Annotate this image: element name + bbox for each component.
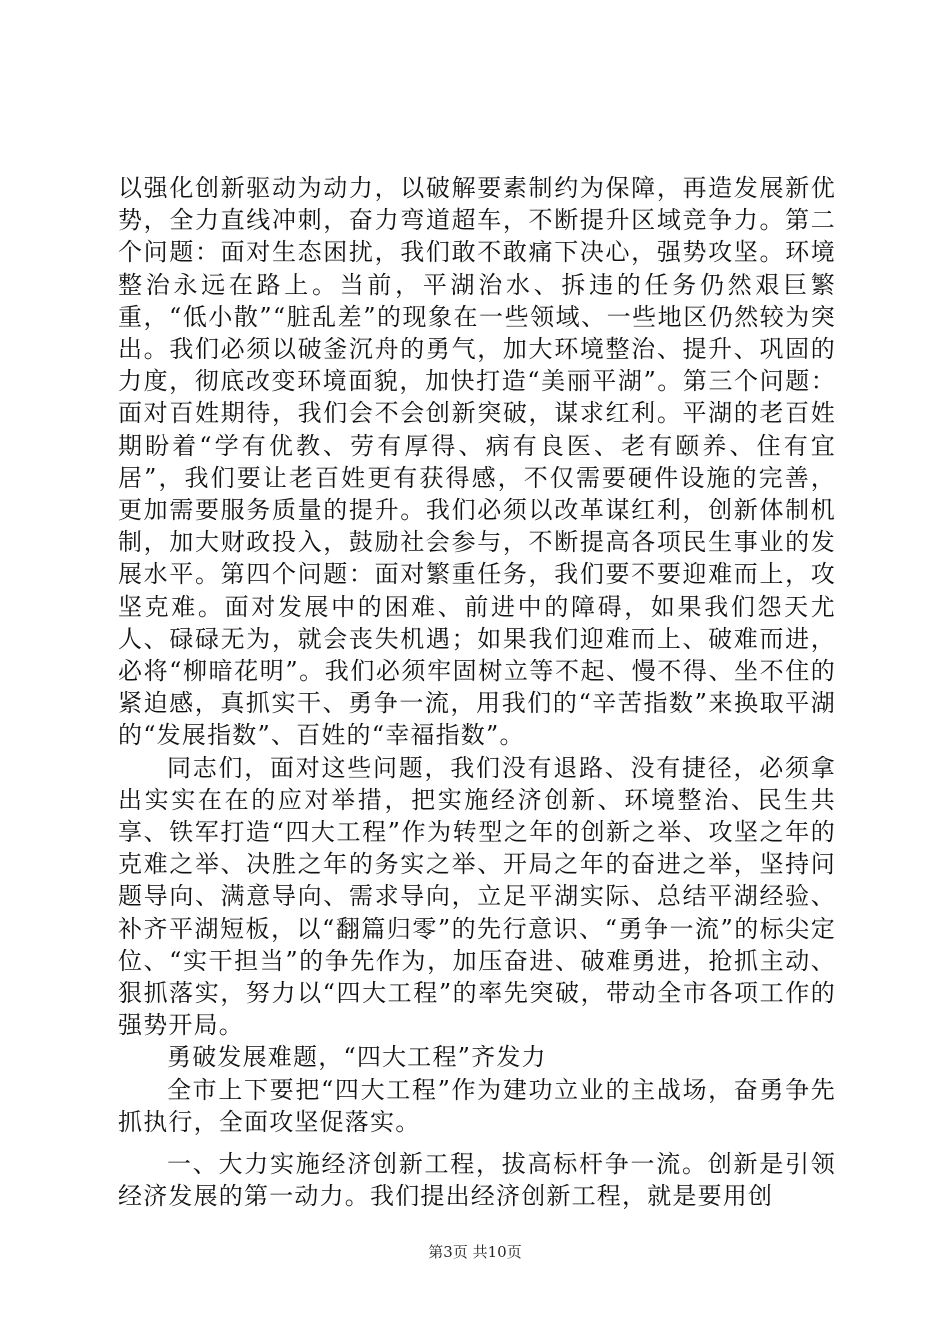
section-heading: 勇破发展难题，“四大工程”齐发力 (167, 1043, 547, 1072)
paragraph-economic-innovation: 一、大力实施经济创新工程，拔高标杆争一流。创新是引领经济发展的第一动力。我们提出经济创新工程，就是要用创 (118, 1150, 836, 1211)
document-body (118, 172, 836, 1213)
paragraph-problems: 以强化创新驱动为动力，以破解要素制约为保障，再造发展新优势，全力直线冲刺，奋力弯道超车，不断提升区域竞争力。第二个问题：面对生态困扰，我们敢不敢痛下决心，强势攻坚。环境整治永远在路上。当前，平湖治水、拆违的任务仍然艰巨繁重，“低小散”“脏乱差”的现象在一些领域、一些地区仍然较为突出。我们必须以破釜沉舟的勇气，加大环境整治、提升、巩固的力度，彻底改变环境面貌，加快打造“美丽平湖”。第三个问题：面对百姓期待，我们会不会创新突破，谋求红利。平湖的老百姓期盼着“学有优教、劳有厚得、病有良医、老有颐养、住有宜居”，我们要让老百姓更有获得感，不仅需要硬件设施的完善，更加需要服务质量的提升。我们必须以改革谋红利，创新体制机制，加大财政投入，鼓励社会参与，不断提高各项民生事业的发展水平。第四个问题：面对繁重任务，我们要不要迎难而上，攻坚克难。面对发展中的困难、前进中的障碍，如果我们怨天尤人、碌碌无为，就会丧失机遇；如果我们迎难而上、破难而进，必将“柳暗花明”。我们必须牢固树立等不起、慢不得、坐不住的紧迫感，真抓实干、勇争一流，用我们的“辛苦指数”来换取平湖的“发展指数”、百姓的“幸福指数”。 (118, 174, 836, 750)
page-number-footer: 第3页 共10页 (428, 1243, 522, 1261)
paragraph-intro: 全市上下要把“四大工程”作为建功立业的主战场，奋勇争先抓执行，全面攻坚促落实。 (118, 1075, 836, 1136)
paragraph-comrades: 同志们，面对这些问题，我们没有退路、没有捷径，必须拿出实实在在的应对举措，把实施经济创新、环境整治、民生共享、铁军打造“四大工程”作为转型之年的创新之举、攻坚之年的克难之举、决胜之年的务实之举、开局之年的奋进之举，坚持问题导向、满意导向、需求导向，立足平湖实际、总结平湖经验、补齐平湖短板，以“翻篇归零”的先行意识、“勇争一流”的标尖定位、“实干担当”的争先作为，加压奋进、破难勇进，抢抓主动、狠抓落实，努力以“四大工程”的率先突破，带动全市各项工作的强势开局。 (118, 753, 836, 1040)
